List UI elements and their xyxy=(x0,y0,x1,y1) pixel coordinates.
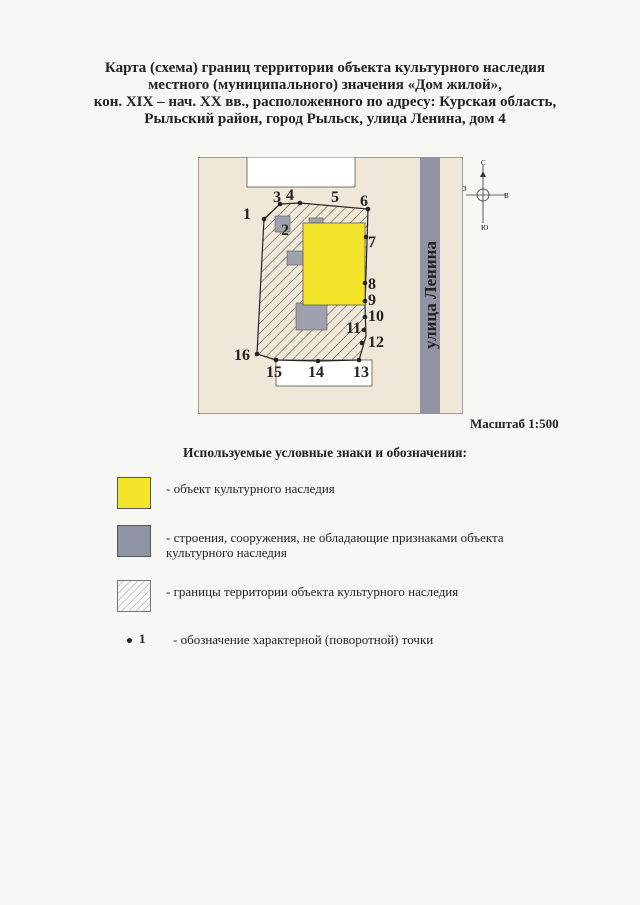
point-label: 10 xyxy=(368,308,384,325)
compass-north: С xyxy=(481,159,486,167)
compass-west: З xyxy=(463,185,467,193)
legend-title: Используемые условные знаки и обозначения: xyxy=(183,445,467,460)
compass-east: В xyxy=(504,192,509,200)
legend-text-structures: - строения, сооружения, не обладающие признаками объекта культурного наследия xyxy=(166,530,504,560)
point-label: 11 xyxy=(346,320,362,337)
point-label: 8 xyxy=(368,276,376,293)
legend-swatch-boundary xyxy=(117,580,151,612)
title-line: Карта (схема) границ территории объекта культурного наследия xyxy=(104,60,546,76)
title-line: кон. XIX – нач. XX вв., расположенного по адресу: Курская область, xyxy=(93,94,557,110)
point-label: 7 xyxy=(368,234,376,251)
title-line: местного (муниципального) значения «Дом жилой», xyxy=(148,77,502,93)
map-scale: Масштаб 1:500 xyxy=(470,416,559,431)
legend-point-number: 1 xyxy=(139,631,146,646)
legend-text-point: - обозначение характерной (поворотной) точки xyxy=(173,632,434,647)
point-label: 13 xyxy=(353,364,369,381)
document-title xyxy=(80,60,570,128)
gray-structure xyxy=(287,251,304,265)
site-map xyxy=(198,157,463,414)
neighbor-building-top xyxy=(247,157,355,187)
point-label: 4 xyxy=(286,187,294,204)
point-label: 15 xyxy=(266,364,282,381)
heritage-building xyxy=(303,223,365,305)
street-label: улица Ленина xyxy=(421,241,440,349)
legend-text-boundary: - границы территории объекта культурного наследия xyxy=(166,584,459,599)
title-line: Рыльский район, город Рыльск, улица Ленина, дом 4 xyxy=(144,111,506,127)
point-label: 12 xyxy=(368,334,384,351)
point-label: 16 xyxy=(234,347,250,364)
compass-south: Ю xyxy=(481,224,489,231)
point-label: 3 xyxy=(273,189,281,206)
legend-text-heritage: - объект культурного наследия xyxy=(166,481,335,496)
legend-swatch-heritage xyxy=(117,477,151,509)
point-label: 5 xyxy=(331,189,339,206)
point-label: 1 xyxy=(243,206,251,223)
point-label: 14 xyxy=(308,364,324,381)
point-label: 9 xyxy=(368,292,376,309)
compass-rose-icon xyxy=(460,157,514,231)
gray-structure xyxy=(296,303,327,330)
point-dot-icon xyxy=(127,638,132,643)
legend-swatch-structures xyxy=(117,525,151,557)
point-label: 2 xyxy=(281,222,289,239)
legend-point-example xyxy=(127,631,146,647)
point-label: 6 xyxy=(360,193,368,210)
